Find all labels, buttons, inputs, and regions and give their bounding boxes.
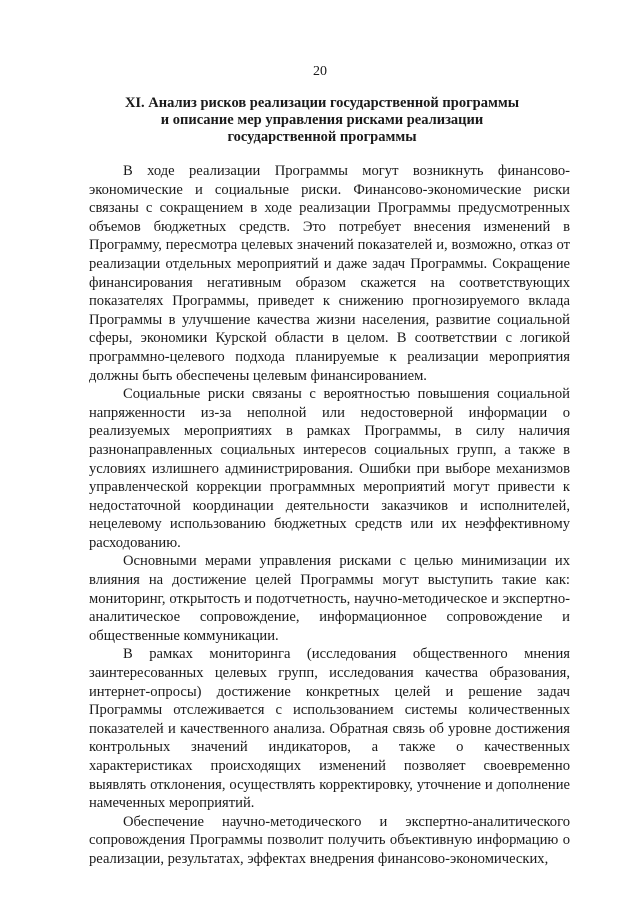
paragraph-risk-measures: Основными мерами управления рисками с целью минимизации их влияния на достижение целей Программы могут выступить такие как: мониторинг, открытость и подотчетность, научно-методическое и экспертно-аналитическое сопровождение, информационное сопровождение и общественные коммуникации. [89,553,570,644]
paragraph-monitoring: В рамках мониторинга (исследования общественного мнения заинтересованных целевых групп, исследования качества образования, интернет-опросы) достижение конкретных целей и решение задач Программы отслеживается с использованием системы количественных показателей и качественного анализа. Обратная связь об уровне достижения контрольных значений индикаторов, а также о качественных характеристиках происходящих изменений позволяет своевременно выявлять отклонения, осуществлять корректировку, уточнение и дополнение намеченных мероприятий. [89,646,570,812]
page-number: 20 [313,64,327,79]
paragraph-social-risks: Социальные риски связаны с вероятностью повышения социальной напряженности из-за неполной или недостоверной информации о реализуемых мероприятиях в рамках Программы, в силу наличия разнонаправленных социальных интересов социальных групп, а также в условиях излишнего администрирования. Ошибки при выборе механизмов управленческой коррекции программных мероприятий могут привести к недостаточной координации деятельности заказчиков и исполнителей, нецелевому использованию бюджетных средств или их неэффективному расходованию. [89,386,570,551]
paragraph-methodical-support: Обеспечение научно-методического и экспертно-аналитического сопровождения Программы позволит получить объективную информацию о реализации, результатах, эффектах внедрения финансово-экономических, [89,813,570,867]
heading-line-2: и описание мер управления рисками реализации [160,112,484,128]
section-heading [80,95,564,146]
heading-line-1: XI. Анализ рисков реализации государственной программы [124,95,520,111]
document-body [89,162,570,869]
heading-line-3: государственной программы [227,129,417,145]
paragraph-financial-risks: В ходе реализации Программы могут возникнуть финансово-экономические и социальные риски. Финансово-экономические риски связаны с сокращением в ходе реализации Программы предусмотренных объемов бюджетных средств. Это потребует внесения изменений в Программу, пересмотра целевых значений показателей и, возможно, отказ от реализации отдельных мероприятий и даже задач Программы. Сокращение финансирования негативным образом скажется на соответствующих показателях Программы, приведет к снижению прогнозируемого вклада Программы в улучшение качества жизни населения, развитие социальной сферы, экономики Курской области в целом. В соответствии с логикой программно-целевого подхода планируемые к реализации мероприятия должны быть обеспечены целевым финансированием. [89,163,570,384]
